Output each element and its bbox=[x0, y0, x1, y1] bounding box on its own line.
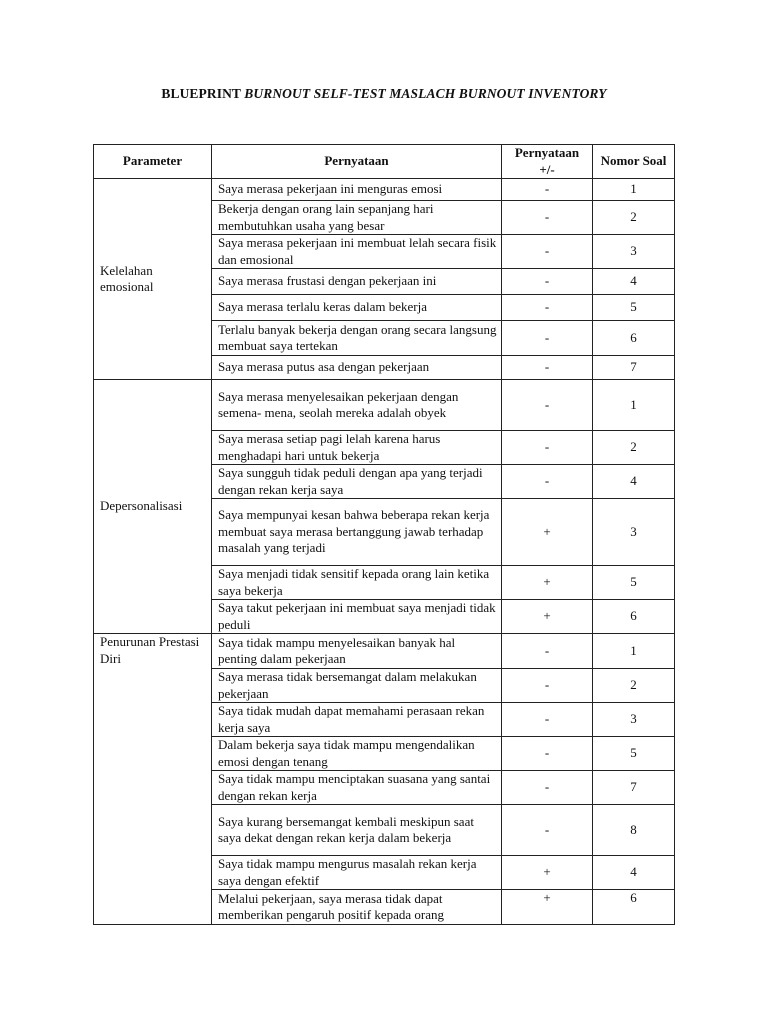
statement-cell: Saya tidak mudah dapat memahami perasaan rekan kerja saya bbox=[212, 703, 502, 737]
statement-cell: Saya merasa pekerjaan ini menguras emosi bbox=[212, 179, 502, 201]
number-cell: 2 bbox=[593, 201, 675, 235]
sign-cell: - bbox=[502, 737, 593, 771]
number-cell: 4 bbox=[593, 465, 675, 499]
number-cell: 7 bbox=[593, 356, 675, 380]
statement-cell: Saya tidak mampu menyelesaikan banyak hal penting dalam pekerjaan bbox=[212, 634, 502, 669]
statement-cell: Saya menjadi tidak sensitif kepada orang lain ketika saya bekerja bbox=[212, 566, 502, 600]
statement-cell: Saya takut pekerjaan ini membuat saya menjadi tidak peduli bbox=[212, 600, 502, 634]
number-cell: 6 bbox=[593, 890, 675, 925]
statement-cell: Saya mempunyai kesan bahwa beberapa rekan kerja membuat saya merasa bertanggung jawab terhadap masalah yang terjadi bbox=[212, 499, 502, 566]
sign-cell: - bbox=[502, 235, 593, 269]
number-cell: 7 bbox=[593, 771, 675, 805]
sign-cell: - bbox=[502, 380, 593, 431]
number-cell: 1 bbox=[593, 634, 675, 669]
sign-cell: - bbox=[502, 269, 593, 295]
statement-cell: Saya sungguh tidak peduli dengan apa yang terjadi dengan rekan kerja saya bbox=[212, 465, 502, 499]
number-cell: 4 bbox=[593, 269, 675, 295]
sign-cell: - bbox=[502, 179, 593, 201]
statement-cell: Saya tidak mampu menciptakan suasana yang santai dengan rekan kerja bbox=[212, 771, 502, 805]
number-cell: 2 bbox=[593, 431, 675, 465]
statement-cell: Saya merasa menyelesaikan pekerjaan dengan semena- mena, seolah mereka adalah obyek bbox=[212, 380, 502, 431]
sign-cell: - bbox=[502, 201, 593, 235]
parameter-cell: Penurunan Prestasi Diri bbox=[94, 634, 212, 925]
sign-cell: + bbox=[502, 856, 593, 890]
number-cell: 2 bbox=[593, 669, 675, 703]
statement-cell: Saya merasa terlalu keras dalam bekerja bbox=[212, 295, 502, 321]
sign-cell: - bbox=[502, 771, 593, 805]
sign-cell: - bbox=[502, 431, 593, 465]
statement-cell: Terlalu banyak bekerja dengan orang secara langsung membuat saya tertekan bbox=[212, 321, 502, 356]
statement-cell: Saya merasa tidak bersemangat dalam melakukan pekerjaan bbox=[212, 669, 502, 703]
sign-cell: + bbox=[502, 600, 593, 634]
sign-cell: - bbox=[502, 321, 593, 356]
statement-cell: Saya tidak mampu mengurus masalah rekan kerja saya dengan efektif bbox=[212, 856, 502, 890]
header-number: Nomor Soal bbox=[593, 145, 675, 179]
sign-cell: - bbox=[502, 703, 593, 737]
document-title bbox=[0, 86, 768, 102]
sign-cell: - bbox=[502, 669, 593, 703]
number-cell: 3 bbox=[593, 703, 675, 737]
header-row bbox=[94, 145, 675, 179]
statement-cell: Bekerja dengan orang lain sepanjang hari membutuhkan usaha yang besar bbox=[212, 201, 502, 235]
number-cell: 4 bbox=[593, 856, 675, 890]
statement-cell: Saya merasa frustasi dengan pekerjaan ini bbox=[212, 269, 502, 295]
statement-cell: Saya merasa setiap pagi lelah karena harus menghadapi hari untuk bekerja bbox=[212, 431, 502, 465]
table-row bbox=[94, 634, 675, 669]
sign-cell: - bbox=[502, 356, 593, 380]
sign-cell: + bbox=[502, 890, 593, 925]
number-cell: 3 bbox=[593, 499, 675, 566]
number-cell: 6 bbox=[593, 321, 675, 356]
sign-cell: - bbox=[502, 805, 593, 856]
statement-cell: Dalam bekerja saya tidak mampu mengendalikan emosi dengan tenang bbox=[212, 737, 502, 771]
parameter-cell: Kelelahan emosional bbox=[94, 179, 212, 380]
title-prefix: BLUEPRINT bbox=[161, 86, 241, 101]
sign-cell: - bbox=[502, 634, 593, 669]
title-italic: BURNOUT SELF-TEST MASLACH BURNOUT INVENTORY bbox=[244, 86, 607, 101]
header-statement: Pernyataan bbox=[212, 145, 502, 179]
table-row bbox=[94, 380, 675, 431]
sign-cell: - bbox=[502, 295, 593, 321]
sign-cell: + bbox=[502, 499, 593, 566]
header-parameter: Parameter bbox=[94, 145, 212, 179]
statement-cell: Melalui pekerjaan, saya merasa tidak dapat memberikan pengaruh positif kepada orang bbox=[212, 890, 502, 925]
number-cell: 1 bbox=[593, 380, 675, 431]
header-sign: Pernyataan +/- bbox=[502, 145, 593, 179]
sign-cell: + bbox=[502, 566, 593, 600]
statement-cell: Saya kurang bersemangat kembali meskipun saat saya dekat dengan rekan kerja dalam bekerja bbox=[212, 805, 502, 856]
statement-cell: Saya merasa putus asa dengan pekerjaan bbox=[212, 356, 502, 380]
number-cell: 5 bbox=[593, 737, 675, 771]
parameter-cell: Depersonalisasi bbox=[94, 380, 212, 634]
table-row bbox=[94, 179, 675, 201]
sign-cell: - bbox=[502, 465, 593, 499]
number-cell: 5 bbox=[593, 295, 675, 321]
number-cell: 8 bbox=[593, 805, 675, 856]
number-cell: 6 bbox=[593, 600, 675, 634]
number-cell: 1 bbox=[593, 179, 675, 201]
statement-cell: Saya merasa pekerjaan ini membuat lelah secara fisik dan emosional bbox=[212, 235, 502, 269]
number-cell: 3 bbox=[593, 235, 675, 269]
blueprint-table bbox=[93, 144, 675, 925]
number-cell: 5 bbox=[593, 566, 675, 600]
